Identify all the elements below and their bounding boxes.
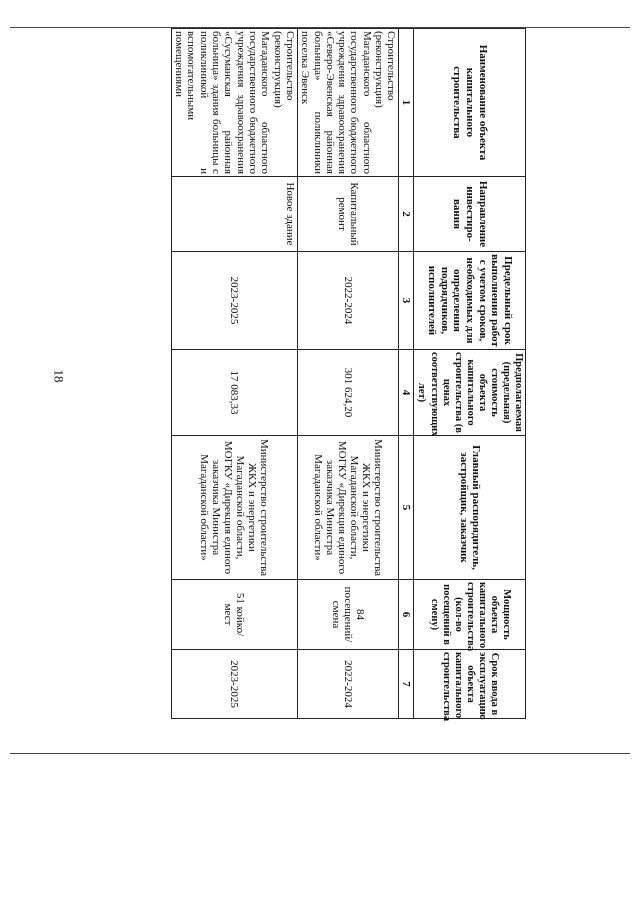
row-capacity: 51 койко/мест: [171, 580, 297, 650]
capital-construction-table-area: [173, 28, 526, 722]
column-number: 2: [399, 177, 414, 252]
header-cost: Предполагаемая (предельная) стоимость объекта капитального строительства (в ценах соответствующих лет): [414, 350, 526, 436]
row-cost: 17 083,33: [171, 350, 297, 436]
row-manager: Министерство строительства ЖКХ и энергетики Магаданской области, МОГКУ «Дирекция единого заказчика Министра Магаданской области»: [297, 436, 399, 580]
page-number: 18: [51, 369, 67, 383]
table-row: [171, 29, 297, 719]
header-name: Наименование объекта капитального строительства: [414, 29, 526, 177]
column-number: 5: [399, 436, 414, 580]
header-deadline: Предельный срок выполнения работ с учетом сроков, необходимых для определения подрядчиков, исполнителей: [414, 252, 526, 350]
row-commissioning: 2022-2024: [297, 650, 399, 719]
header-commissioning: Срок ввода в эксплуатацию объекта капитального строительства: [414, 650, 526, 719]
header-capacity: Мощность объекта капитального строительства (кол-во посещений в смену): [414, 580, 526, 650]
row-deadline: 2023-2025: [171, 252, 297, 350]
row-cost: 301 624,20: [297, 350, 399, 436]
column-number: 1: [399, 29, 414, 177]
rotated-table-wrapper: [173, 28, 526, 722]
column-number: 3: [399, 252, 414, 350]
column-number: 6: [399, 580, 414, 650]
row-object-name: Строительство (реконструкция) Магаданского областного государственного бюджетного учреждения здравоохранения «Северо-Эвенская районная больница» поликлиники поселка Эвенск: [297, 29, 399, 177]
header-row: [414, 29, 526, 719]
row-direction: Капитальный ремонт: [297, 177, 399, 252]
header-manager: Главный распорядитель, застройщик, заказчик: [414, 436, 526, 580]
column-number: 4: [399, 350, 414, 436]
table-row: [297, 29, 399, 719]
capital-construction-table: [171, 28, 526, 722]
bottom-rule: [10, 753, 630, 754]
header-direction: Направление инвестиро-вания: [414, 177, 526, 252]
row-manager: Министерство строительства ЖКХ и энергетики Магаданской области, МОГКУ «Дирекция единого заказчика Министра Магаданской области»: [171, 436, 297, 580]
row-deadline: 2022-2024: [297, 252, 399, 350]
column-number-row: [399, 29, 414, 719]
row-commissioning: 2023-2025: [171, 650, 297, 719]
row-direction: Новое здание: [171, 177, 297, 252]
row-capacity: 84 посещений/смена: [297, 580, 399, 650]
column-number: 7: [399, 650, 414, 719]
row-object-name: Строительство (реконструкция) Магаданского областного государственного бюджетного учреждения здравоохранения «Сусуманская районная больница» здания больницы с поликлиникой и вспомогательными помещениями: [171, 29, 297, 177]
